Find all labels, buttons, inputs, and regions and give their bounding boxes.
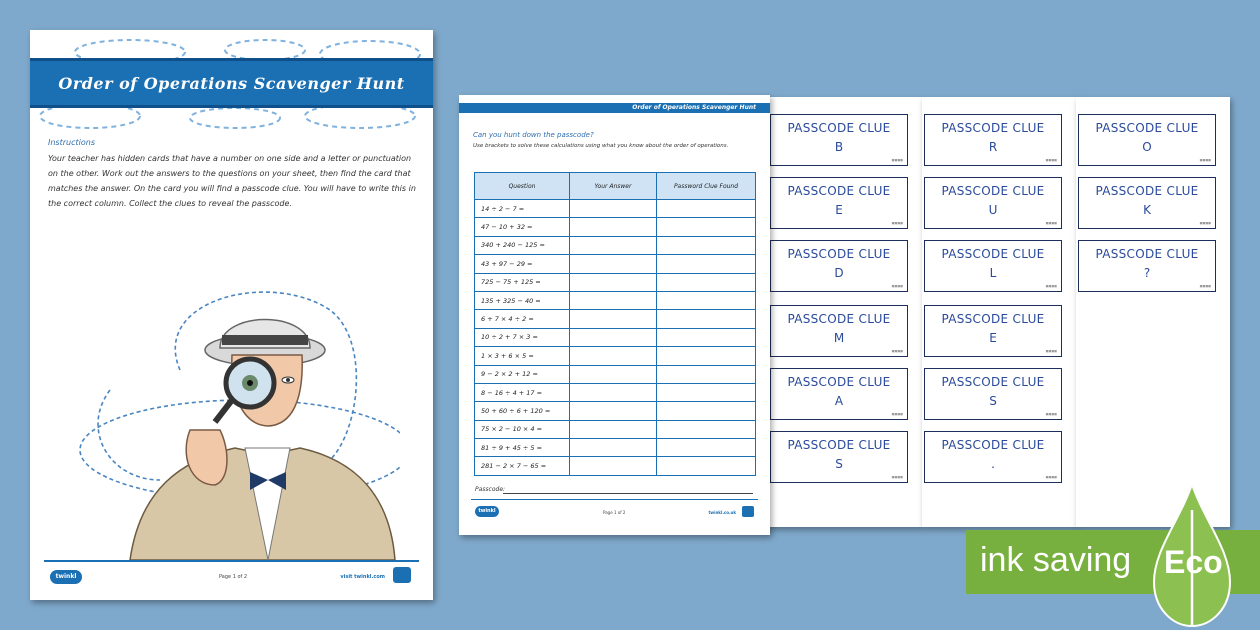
table-row: 14 ÷ 2 − 7 = bbox=[475, 200, 756, 218]
clue-cell bbox=[657, 273, 756, 291]
clue-card: PASSCODE CLUE R ■■■■ bbox=[924, 114, 1062, 166]
calculation-table bbox=[474, 172, 756, 476]
table-row: 281 − 2 × 7 − 65 = bbox=[475, 457, 756, 475]
answer-cell bbox=[570, 328, 657, 346]
column-header-clue: Password Clue Found bbox=[657, 173, 756, 200]
answer-cell bbox=[570, 347, 657, 365]
clue-card: PASSCODE CLUE D ■■■■ bbox=[770, 240, 908, 292]
clue-card: PASSCODE CLUE O ■■■■ bbox=[1078, 114, 1216, 166]
page-number: Page 1 of 2 bbox=[603, 510, 626, 515]
clue-card: PASSCODE CLUE ? ■■■■ bbox=[1078, 240, 1216, 292]
eco-label: ink saving bbox=[980, 541, 1132, 579]
clue-cell bbox=[657, 383, 756, 401]
answer-cell bbox=[570, 402, 657, 420]
table-row: 8 − 16 ÷ 4 + 17 = bbox=[475, 383, 756, 401]
clue-card: PASSCODE CLUE S ■■■■ bbox=[924, 368, 1062, 420]
clue-cell bbox=[657, 439, 756, 457]
table-row: 340 + 240 − 125 = bbox=[475, 236, 756, 254]
table-row: 75 × 2 − 10 × 4 = bbox=[475, 420, 756, 438]
footer-url: twinkl.co.uk bbox=[708, 510, 736, 515]
column-header-question: Question bbox=[475, 173, 570, 200]
passcode-line bbox=[503, 493, 753, 494]
worksheet-cover-page bbox=[30, 30, 433, 600]
clue-card: PASSCODE CLUE E ■■■■ bbox=[770, 177, 908, 229]
clue-cell bbox=[657, 365, 756, 383]
ink-saving-eco-badge bbox=[966, 480, 1260, 630]
clue-cell bbox=[657, 236, 756, 254]
clue-cell bbox=[657, 347, 756, 365]
clue-card: PASSCODE CLUE K ■■■■ bbox=[1078, 177, 1216, 229]
table-row: 81 ÷ 9 + 45 ÷ 5 = bbox=[475, 439, 756, 457]
answer-cell bbox=[570, 365, 657, 383]
curriculum-badge-icon bbox=[742, 506, 754, 517]
curriculum-badge-icon bbox=[393, 567, 411, 583]
instructions-text: Your teacher has hidden cards that have a number on one side and a letter or punctuation on the other. Work out the answers to the questions on your sheet, then find the card that matches the answer. On the card you will find a passcode clue. You will have to write this in the correct column. Collect the clues to reveal the passcode. bbox=[48, 154, 416, 208]
table-row: 10 ÷ 2 + 7 × 3 = bbox=[475, 328, 756, 346]
answer-cell bbox=[570, 255, 657, 273]
answer-cell bbox=[570, 236, 657, 254]
clue-page-column-2 bbox=[922, 97, 1077, 527]
clue-page-column-3 bbox=[1076, 97, 1230, 527]
table-row: 50 + 60 ÷ 6 + 120 = bbox=[475, 402, 756, 420]
clue-card: PASSCODE CLUE . ■■■■ bbox=[924, 431, 1062, 483]
page-header: Order of Operations Scavenger Hunt bbox=[459, 103, 770, 113]
worksheet-question: Can you hunt down the passcode? bbox=[473, 131, 594, 139]
title-banner bbox=[30, 58, 433, 108]
clue-cell bbox=[657, 420, 756, 438]
clue-card: PASSCODE CLUE E ■■■■ bbox=[924, 305, 1062, 357]
clue-card: PASSCODE CLUE A ■■■■ bbox=[770, 368, 908, 420]
twinkl-logo: twinkl bbox=[475, 506, 499, 517]
worksheet-table-page bbox=[459, 95, 770, 535]
passcode-label: Passcode: bbox=[475, 486, 506, 493]
clue-cell bbox=[657, 291, 756, 309]
table-row: 43 + 97 − 29 = bbox=[475, 255, 756, 273]
clue-cell bbox=[657, 255, 756, 273]
footer-url: visit twinkl.com bbox=[340, 574, 385, 580]
answer-cell bbox=[570, 439, 657, 457]
instructions-heading: Instructions bbox=[48, 138, 95, 147]
worksheet-instructions: Use brackets to solve these calculations using what you know about the order of operations. bbox=[473, 143, 729, 149]
clue-card: PASSCODE CLUE S ■■■■ bbox=[770, 431, 908, 483]
clue-cell bbox=[657, 457, 756, 475]
clue-card: PASSCODE CLUE B ■■■■ bbox=[770, 114, 908, 166]
table-row: 9 − 2 × 2 + 12 = bbox=[475, 365, 756, 383]
clue-card: PASSCODE CLUE L ■■■■ bbox=[924, 240, 1062, 292]
answer-cell bbox=[570, 200, 657, 218]
detective-illustration bbox=[70, 280, 400, 560]
twinkl-logo: twinkl bbox=[50, 570, 82, 584]
answer-cell bbox=[570, 218, 657, 236]
table-row: 47 − 10 + 32 = bbox=[475, 218, 756, 236]
answer-cell bbox=[570, 291, 657, 309]
clue-cell bbox=[657, 200, 756, 218]
page-number: Page 1 of 2 bbox=[219, 574, 248, 580]
clue-card: PASSCODE CLUE U ■■■■ bbox=[924, 177, 1062, 229]
clue-card: PASSCODE CLUE M ■■■■ bbox=[770, 305, 908, 357]
clue-cell bbox=[657, 310, 756, 328]
answer-cell bbox=[570, 383, 657, 401]
clue-cell bbox=[657, 218, 756, 236]
answer-cell bbox=[570, 310, 657, 328]
clue-cell bbox=[657, 402, 756, 420]
column-header-answer: Your Answer bbox=[570, 173, 657, 200]
answer-cell bbox=[570, 273, 657, 291]
table-row: 1 × 3 + 6 × 5 = bbox=[475, 347, 756, 365]
eco-badge-word: Eco bbox=[1164, 544, 1223, 580]
answer-cell bbox=[570, 420, 657, 438]
clue-cell bbox=[657, 328, 756, 346]
page-footer bbox=[44, 560, 419, 588]
table-row: 135 + 325 − 40 = bbox=[475, 291, 756, 309]
table-row: 6 + 7 × 4 ÷ 2 = bbox=[475, 310, 756, 328]
table-row: 725 − 75 + 125 = bbox=[475, 273, 756, 291]
page-footer bbox=[471, 499, 758, 524]
page-title: Order of Operations Scavenger Hunt bbox=[58, 73, 405, 93]
answer-cell bbox=[570, 457, 657, 475]
